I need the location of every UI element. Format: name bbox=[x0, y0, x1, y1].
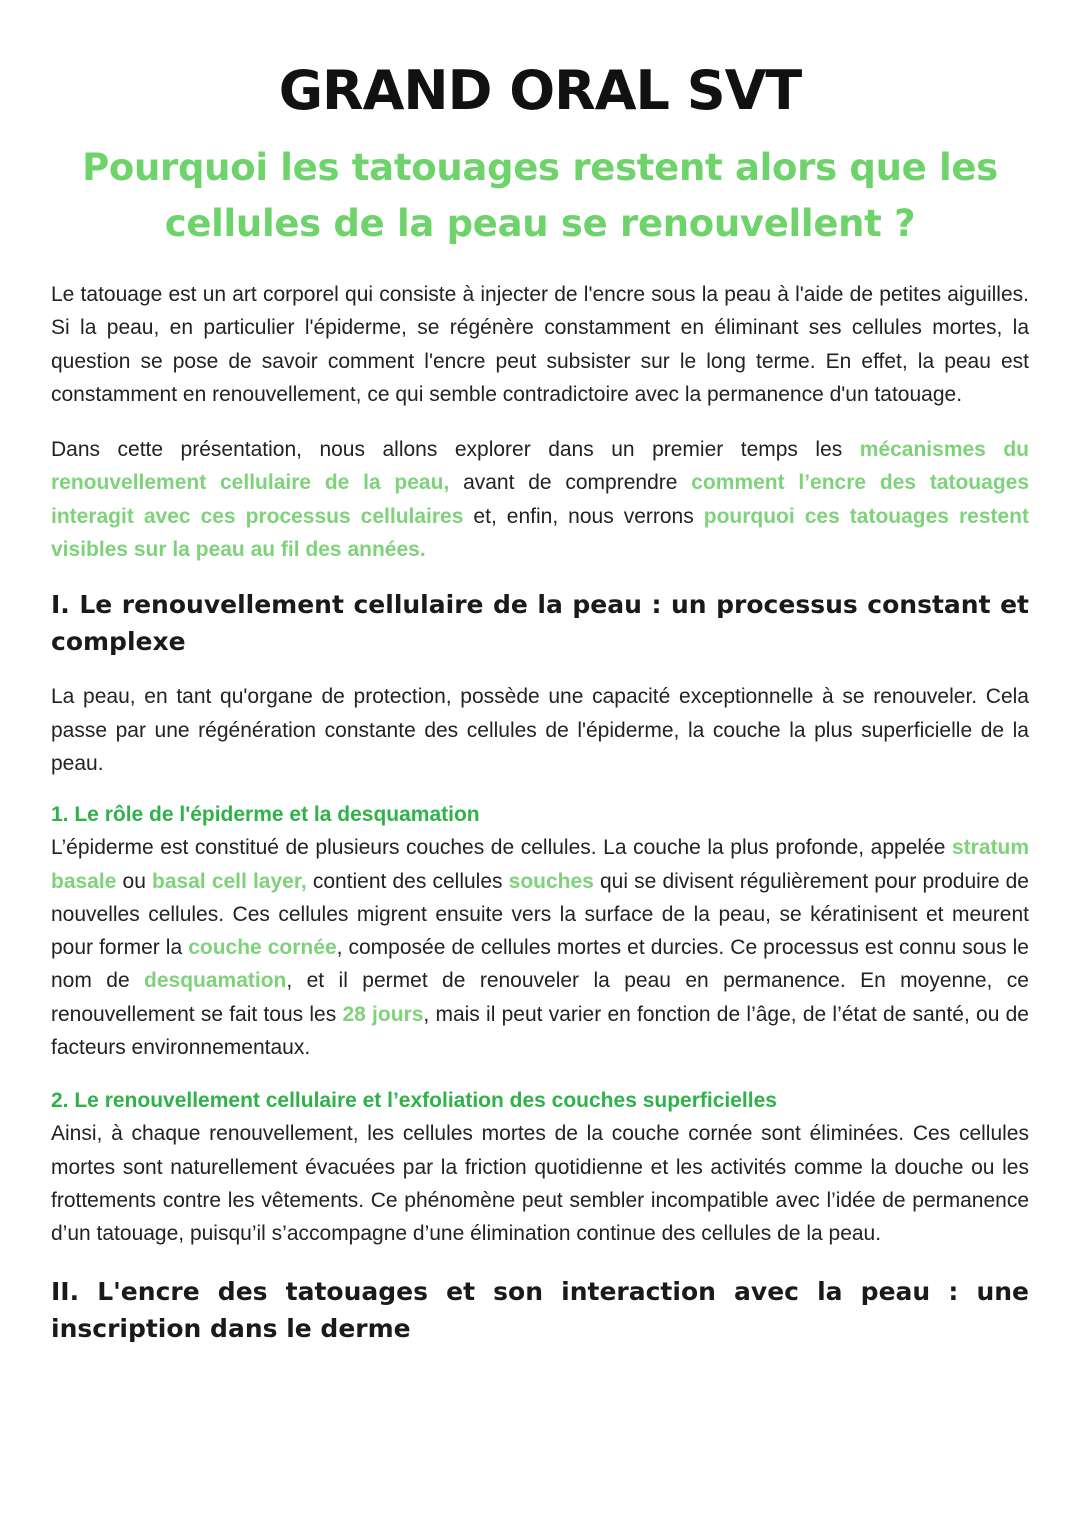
intro-highlight-2: comment l’encre des tatouages interagit avec ces processus cellulaires bbox=[51, 471, 1030, 528]
intro-highlight-1: mécanismes du renouvellement cellulaire de la peau, bbox=[51, 438, 1029, 495]
sub1-text-5: , composée de cellules mortes et durcies. Ce processus est connu sous le nom de bbox=[51, 936, 1029, 993]
page-subtitle bbox=[75, 140, 1005, 252]
section-1-intro: La peau, en tant qu'organe de protection, possède une capacité exceptionnelle à se renouveler. Cela passe par une régénération constante des cellules de l'épiderme, la couche la plus superficielle de la peau. bbox=[51, 685, 1029, 775]
sub1-highlight-4: couche cornée bbox=[188, 936, 337, 960]
sub1-text-7: , mais il peut varier en fonction de l’âge, de l’état de santé, ou de facteurs environnementaux. bbox=[51, 1002, 1029, 1060]
sub1-highlight-2: basal cell layer, bbox=[152, 869, 307, 893]
sub1-highlight-5: desquamation bbox=[144, 969, 287, 993]
sub1-highlight-1: stratum basale bbox=[51, 836, 1029, 893]
page-title: GRAND ORAL SVT bbox=[278, 59, 802, 122]
subtitle-line-2: cellules de la peau se renouvellent ? bbox=[164, 202, 916, 245]
sub1-text-3: contient des cellules bbox=[306, 869, 509, 893]
sub1-text-1: L’épiderme est constitué de plusieurs couches de cellules. La couche la plus profonde, appelée bbox=[51, 836, 952, 860]
subsection-2-heading: 2. Le renouvellement cellulaire et l’exfoliation des couches superficielles bbox=[51, 1089, 777, 1113]
sub1-highlight-3: souches bbox=[508, 869, 594, 893]
intro-text-1: Dans cette présentation, nous allons explorer dans un premier temps les bbox=[51, 438, 860, 462]
intro-paragraph-2 bbox=[51, 433, 1029, 566]
section-1-heading: I. Le renouvellement cellulaire de la peau : un processus constant et complexe bbox=[51, 590, 1029, 657]
sub1-text-2: ou bbox=[116, 869, 152, 893]
subsection-2-paragraph: Ainsi, à chaque renouvellement, les cellules mortes de la couche cornée sont éliminées. Ces cellules mortes sont naturellement évacuées par la friction quotidienne et les activités comme la douche ou les frottements contre les vêtements. Ce phénomène peut sembler incompatible avec l’idée de permanence d’un tatouage, puisqu’il s’accompagne d’une élimination continue des cellules de la peau. bbox=[51, 1122, 1029, 1246]
subtitle-line-1: Pourquoi les tatouages restent alors que les bbox=[82, 146, 998, 189]
section-2-heading: II. L'encre des tatouages et son interaction avec la peau : une inscription dans le derme bbox=[51, 1276, 1029, 1343]
intro-paragraph-1: Le tatouage est un art corporel qui consiste à injecter de l'encre sous la peau à l'aide de petites aiguilles. Si la peau, en particulier l'épiderme, se régénère constamment en éliminant ses cellules mortes, la question se pose de savoir comment l'encre peut subsister sur le long terme. En effet, la peau est constamment en renouvellement, ce qui semble contradictoire avec la permanence d'un tatouage. bbox=[51, 283, 1029, 406]
subsection-1-paragraph bbox=[51, 831, 1029, 1064]
sub1-text-4: qui se divisent régulièrement pour produire de nouvelles cellules. Ces cellules migrent ensuite vers la surface de la peau, se kératinisent et meurent pour former la bbox=[51, 869, 1029, 960]
intro-text-2: avant de comprendre bbox=[449, 471, 692, 495]
intro-highlight-3: pourquoi ces tatouages restent visibles sur la peau au fil des années. bbox=[51, 504, 1029, 562]
sub1-highlight-6: 28 jours bbox=[342, 1002, 424, 1026]
sub1-text-6: , et il permet de renouveler la peau en permanence. En moyenne, ce renouvellement se fait tous les bbox=[51, 969, 1029, 1026]
subsection-1-heading: 1. Le rôle de l'épiderme et la desquamation bbox=[51, 803, 480, 827]
intro-text-3: et, enfin, nous verrons bbox=[463, 504, 704, 528]
